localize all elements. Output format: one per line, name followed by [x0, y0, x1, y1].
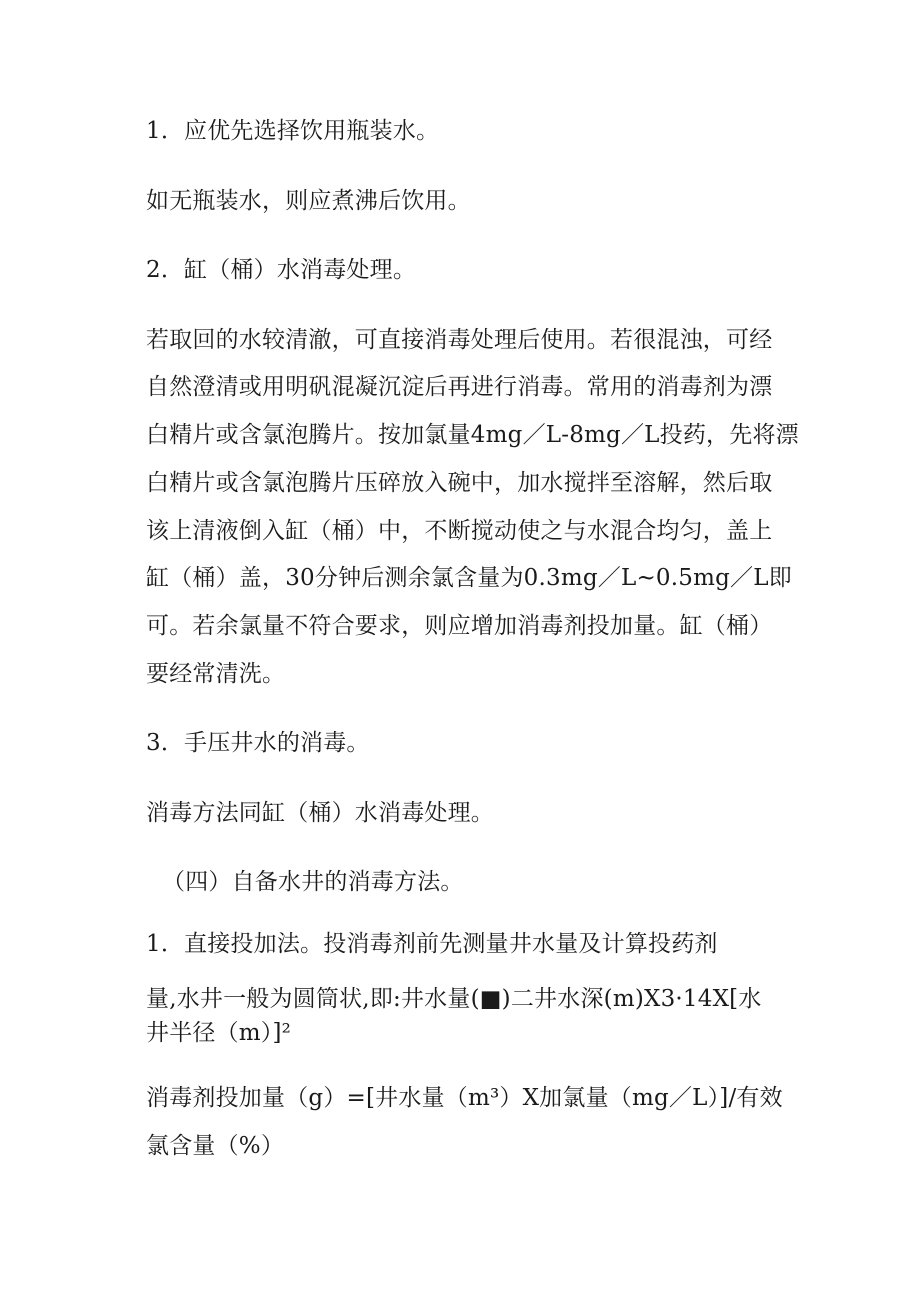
paragraph-line: 白精片或含氯泡腾片压碎放入碗中，加水搅拌至溶解，然后取 — [146, 470, 773, 496]
paragraph-line: 自然澄清或用明矾混凝沉淀后再进行消毒。常用的消毒剂为漂 — [146, 374, 773, 400]
step-3-heading: 3．手压井水的消毒。 — [146, 730, 370, 756]
step-1-heading: 1．应优先选择饮用瓶装水。 — [146, 118, 440, 144]
formula-line: 井半径（m）]² — [146, 1020, 292, 1046]
paragraph-line: 可。若余氯量不符合要求，则应增加消毒剂投加量。缸（桶） — [146, 613, 773, 639]
section-4-heading: （四）自备水井的消毒方法。 — [162, 869, 464, 895]
formula-line: 量,水井一般为圆筒状,即:井水量(■)二井水深(m)X3·14X[水 — [146, 986, 762, 1012]
paragraph-line: 该上清液倒入缸（桶）中，不断搅动使之与水混合均匀，盖上 — [146, 518, 773, 544]
paragraph-line: 若取回的水较清澈，可直接消毒处理后使用。若很混浊，可经 — [146, 327, 773, 353]
paragraph-line: 1．直接投加法。投消毒剂前先测量井水量及计算投药剂 — [146, 931, 718, 957]
paragraph-line: 消毒方法同缸（桶）水消毒处理。 — [146, 800, 494, 826]
step-2-heading: 2．缸（桶）水消毒处理。 — [146, 257, 417, 283]
paragraph-line: 如无瓶装水，则应煮沸后饮用。 — [146, 188, 471, 214]
formula-line: 消毒剂投加量（g）=[井水量（m³）X加氯量（mg／L）]/有效 — [146, 1085, 783, 1111]
formula-line: 氯含量（%） — [146, 1133, 285, 1159]
paragraph-line: 白精片或含氯泡腾片。按加氯量4mg／L-8mg／L投药，先将漂 — [146, 422, 799, 448]
paragraph-line: 要经常清洗。 — [146, 661, 286, 687]
paragraph-line: 缸（桶）盖，30分钟后测余氯含量为0.3mg／L~0.5mg／L即 — [146, 565, 792, 591]
